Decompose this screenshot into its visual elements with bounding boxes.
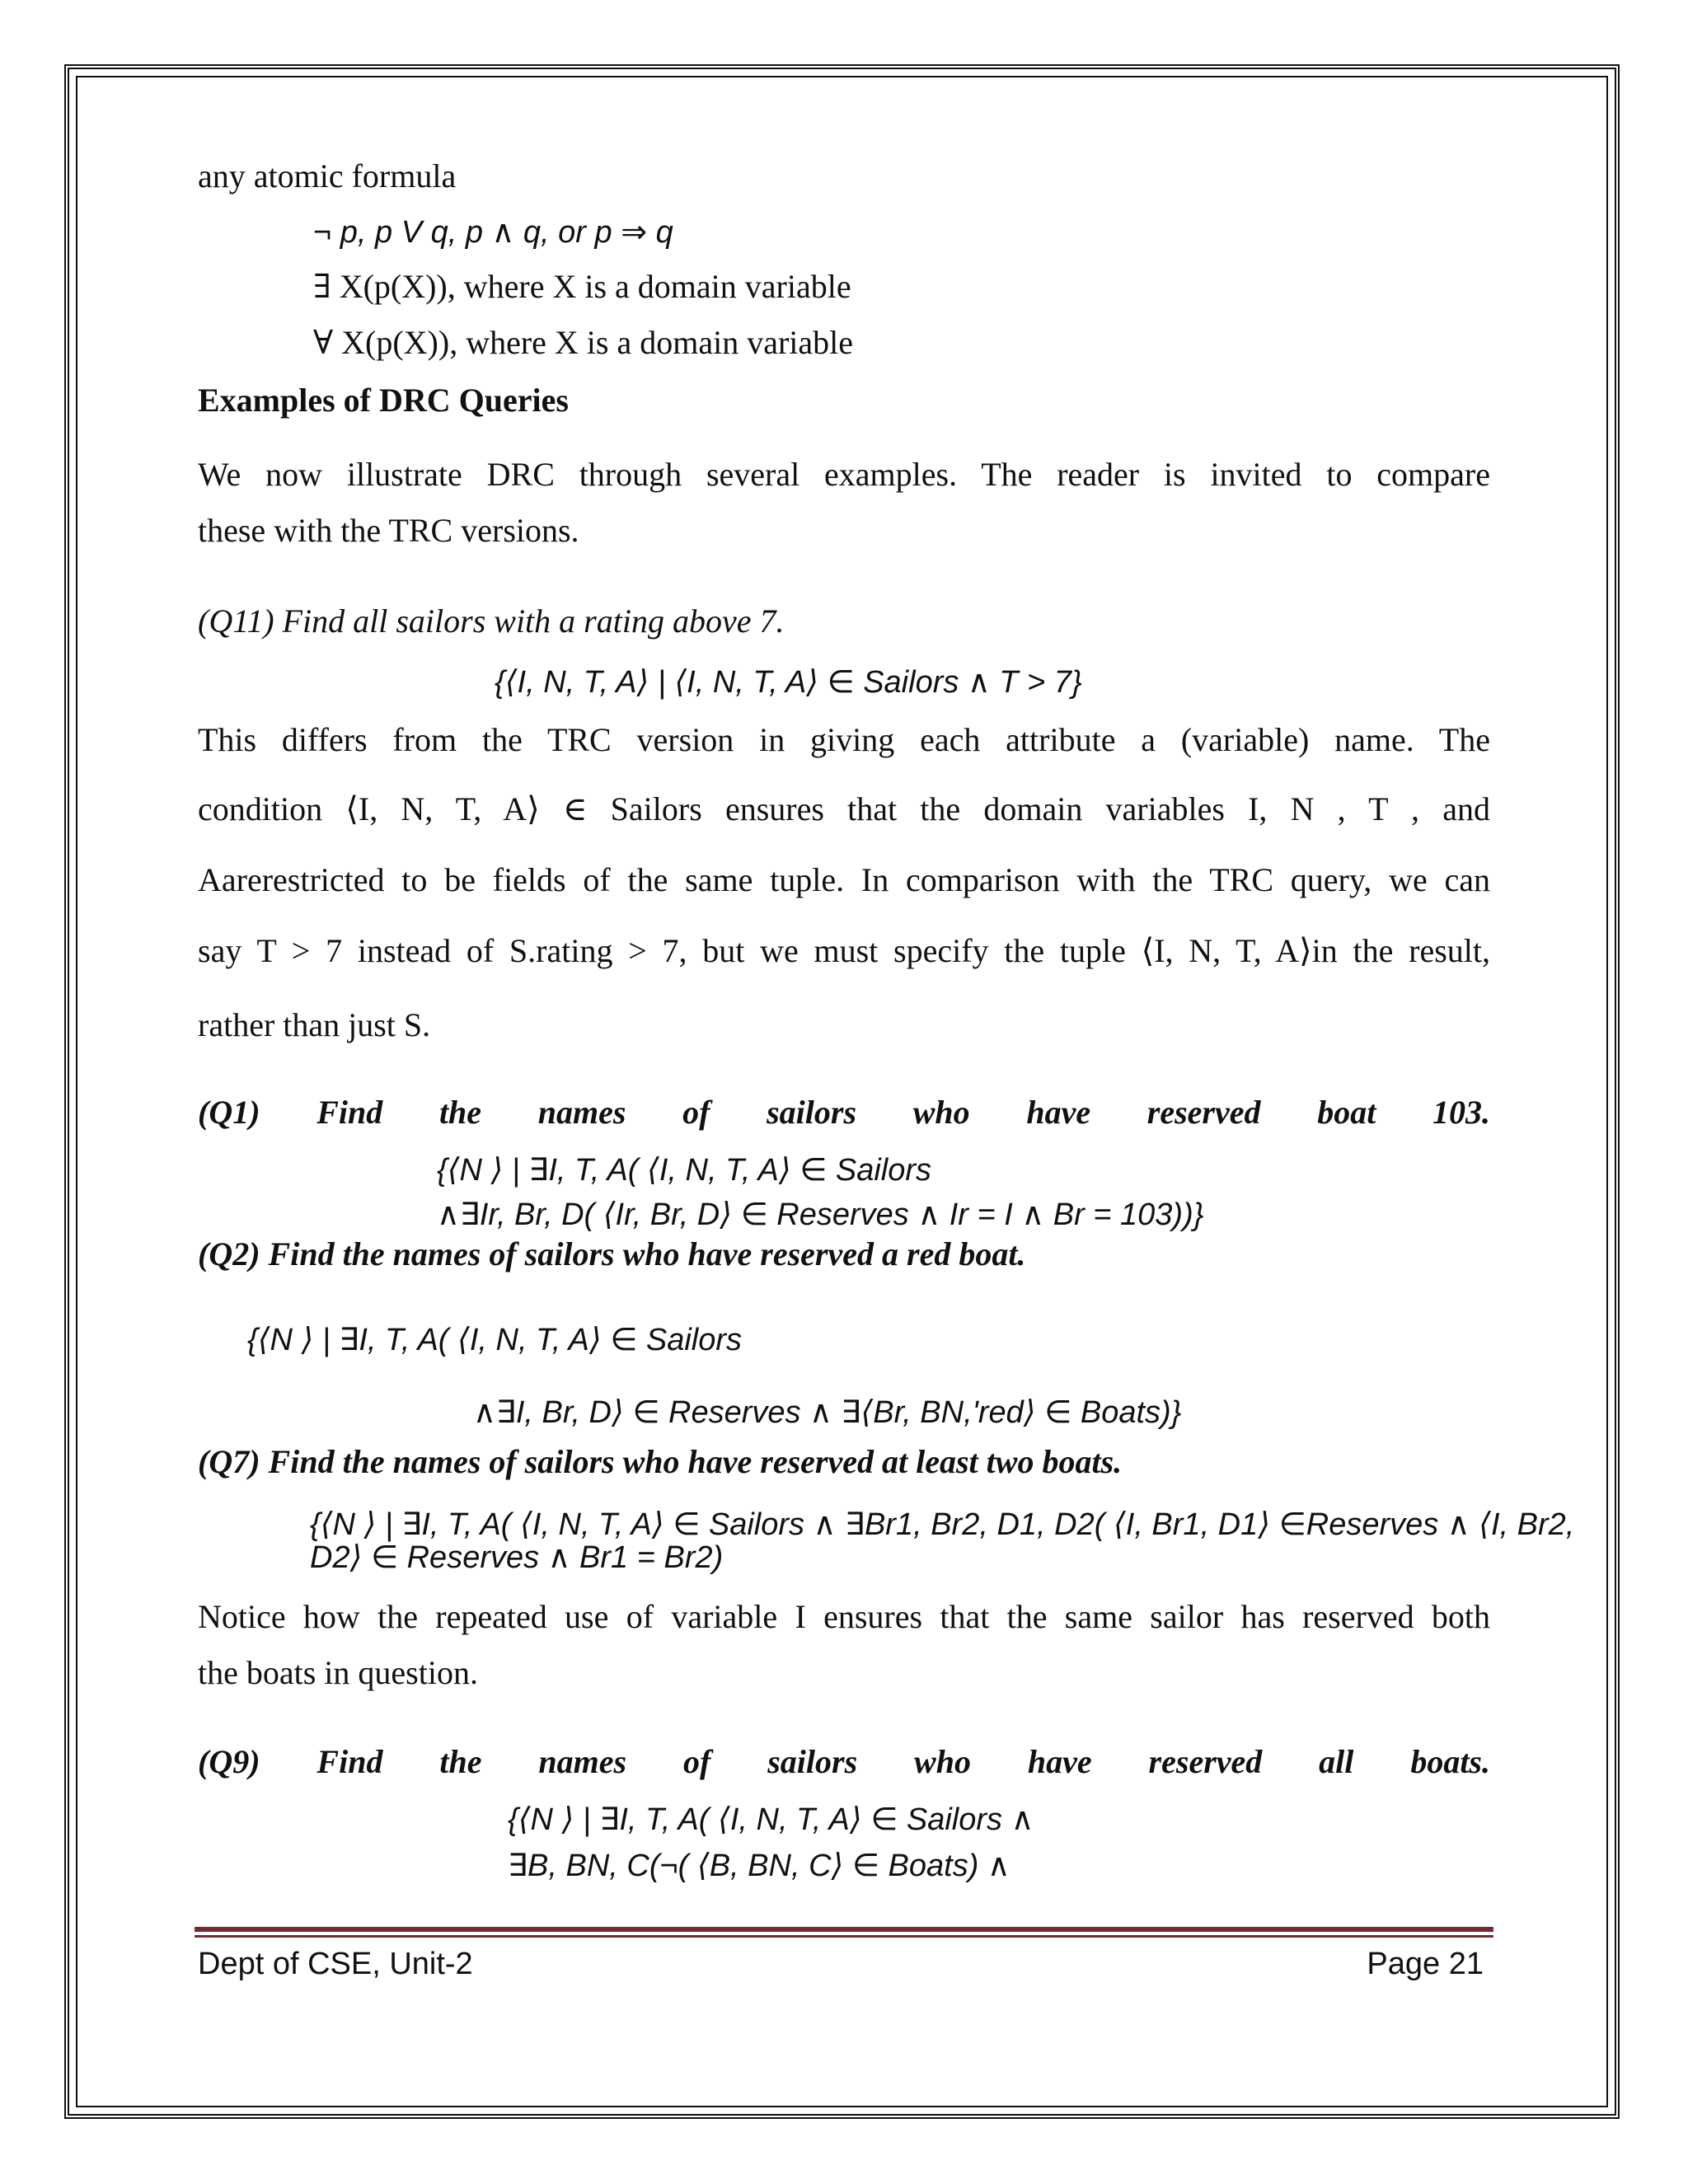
query-title: (Q9) Find the names of sailors who have reserved all boats. <box>198 1743 1490 1780</box>
query-title: (Q7) Find the names of sailors who have reserved at least two boats. <box>198 1443 1123 1480</box>
query-formula: {⟨N ⟩ | ∃I, T, A( ⟨I, N, T, A⟩ ∈ Sailors ∧ ∃Br1, Br2, D1, D2( ⟨I, Br1, D1⟩ ∈Reserves ∧ ⟨I, Br2, <box>310 1507 1575 1542</box>
query-title: (Q11) Find all sailors with a rating above 7. <box>198 602 785 640</box>
query-formula: {⟨N ⟩ | ∃I, T, A( ⟨I, N, T, A⟩ ∈ Sailors <box>437 1153 932 1188</box>
query-formula: ∧∃Ir, Br, D( ⟨Ir, Br, D⟩ ∈ Reserves ∧ Ir = I ∧ Br = 103))} <box>437 1197 1204 1232</box>
paragraph-line: Notice how the repeated use of variable I ensures that the same sailor has reserved both <box>198 1598 1490 1635</box>
formula-line: ∃ X(p(X)), where X is a domain variable <box>313 268 851 305</box>
paragraph-line: the boats in question. <box>198 1654 478 1691</box>
paragraph-line: these with the TRC versions. <box>198 512 579 549</box>
query-formula: {⟨N ⟩ | ∃I, T, A( ⟨I, N, T, A⟩ ∈ Sailors ∧ <box>508 1802 1034 1837</box>
section-heading: Examples of DRC Queries <box>198 382 569 419</box>
paragraph-line: Aarerestricted to be fields of the same tuple. In comparison with the TRC query, we can <box>198 861 1490 898</box>
query-formula: {⟨I, N, T, A⟩ | ⟨I, N, T, A⟩ ∈ Sailors ∧ T > 7} <box>495 665 1082 700</box>
text-line: any atomic formula <box>198 157 457 194</box>
footer-left: Dept of CSE, Unit-2 <box>198 1947 473 1981</box>
formula-line: ∀ X(p(X)), where X is a domain variable <box>313 324 854 361</box>
footer-divider-thin <box>195 1935 1493 1938</box>
query-title: (Q2) Find the names of sailors who have reserved a red boat. <box>198 1235 1026 1272</box>
paragraph-line: We now illustrate DRC through several examples. The reader is invited to compare <box>198 456 1490 493</box>
paragraph-line: rather than just S. <box>198 1006 431 1043</box>
query-title: (Q1) Find the names of sailors who have reserved boat 103. <box>198 1094 1490 1131</box>
query-formula: ∃B, BN, C(¬( ⟨B, BN, C⟩ ∈ Boats) ∧ <box>508 1849 1010 1883</box>
query-formula: D2⟩ ∈ Reserves ∧ Br1 = Br2) <box>310 1540 724 1575</box>
paragraph-line: condition ⟨I, N, T, A⟩ ∈ Sailors ensures that the domain variables I, N , T , and <box>198 790 1490 827</box>
query-formula: ∧∃I, Br, D⟩ ∈ Reserves ∧ ∃⟨Br, BN,'red⟩ ∈ Boats)} <box>473 1395 1182 1430</box>
formula-line: ¬ p, p V q, p ∧ q, or p ⇒ q <box>313 215 673 250</box>
paragraph-line: This differs from the TRC version in giving each attribute a (variable) name. The <box>198 721 1490 758</box>
footer-divider <box>195 1927 1493 1932</box>
query-formula: {⟨N ⟩ | ∃I, T, A( ⟨I, N, T, A⟩ ∈ Sailors <box>247 1323 743 1357</box>
paragraph-line: say T > 7 instead of S.rating > 7, but we must specify the tuple ⟨I, N, T, A⟩in the result, <box>198 932 1490 969</box>
footer-page-number: Page 21 <box>1367 1947 1484 1981</box>
